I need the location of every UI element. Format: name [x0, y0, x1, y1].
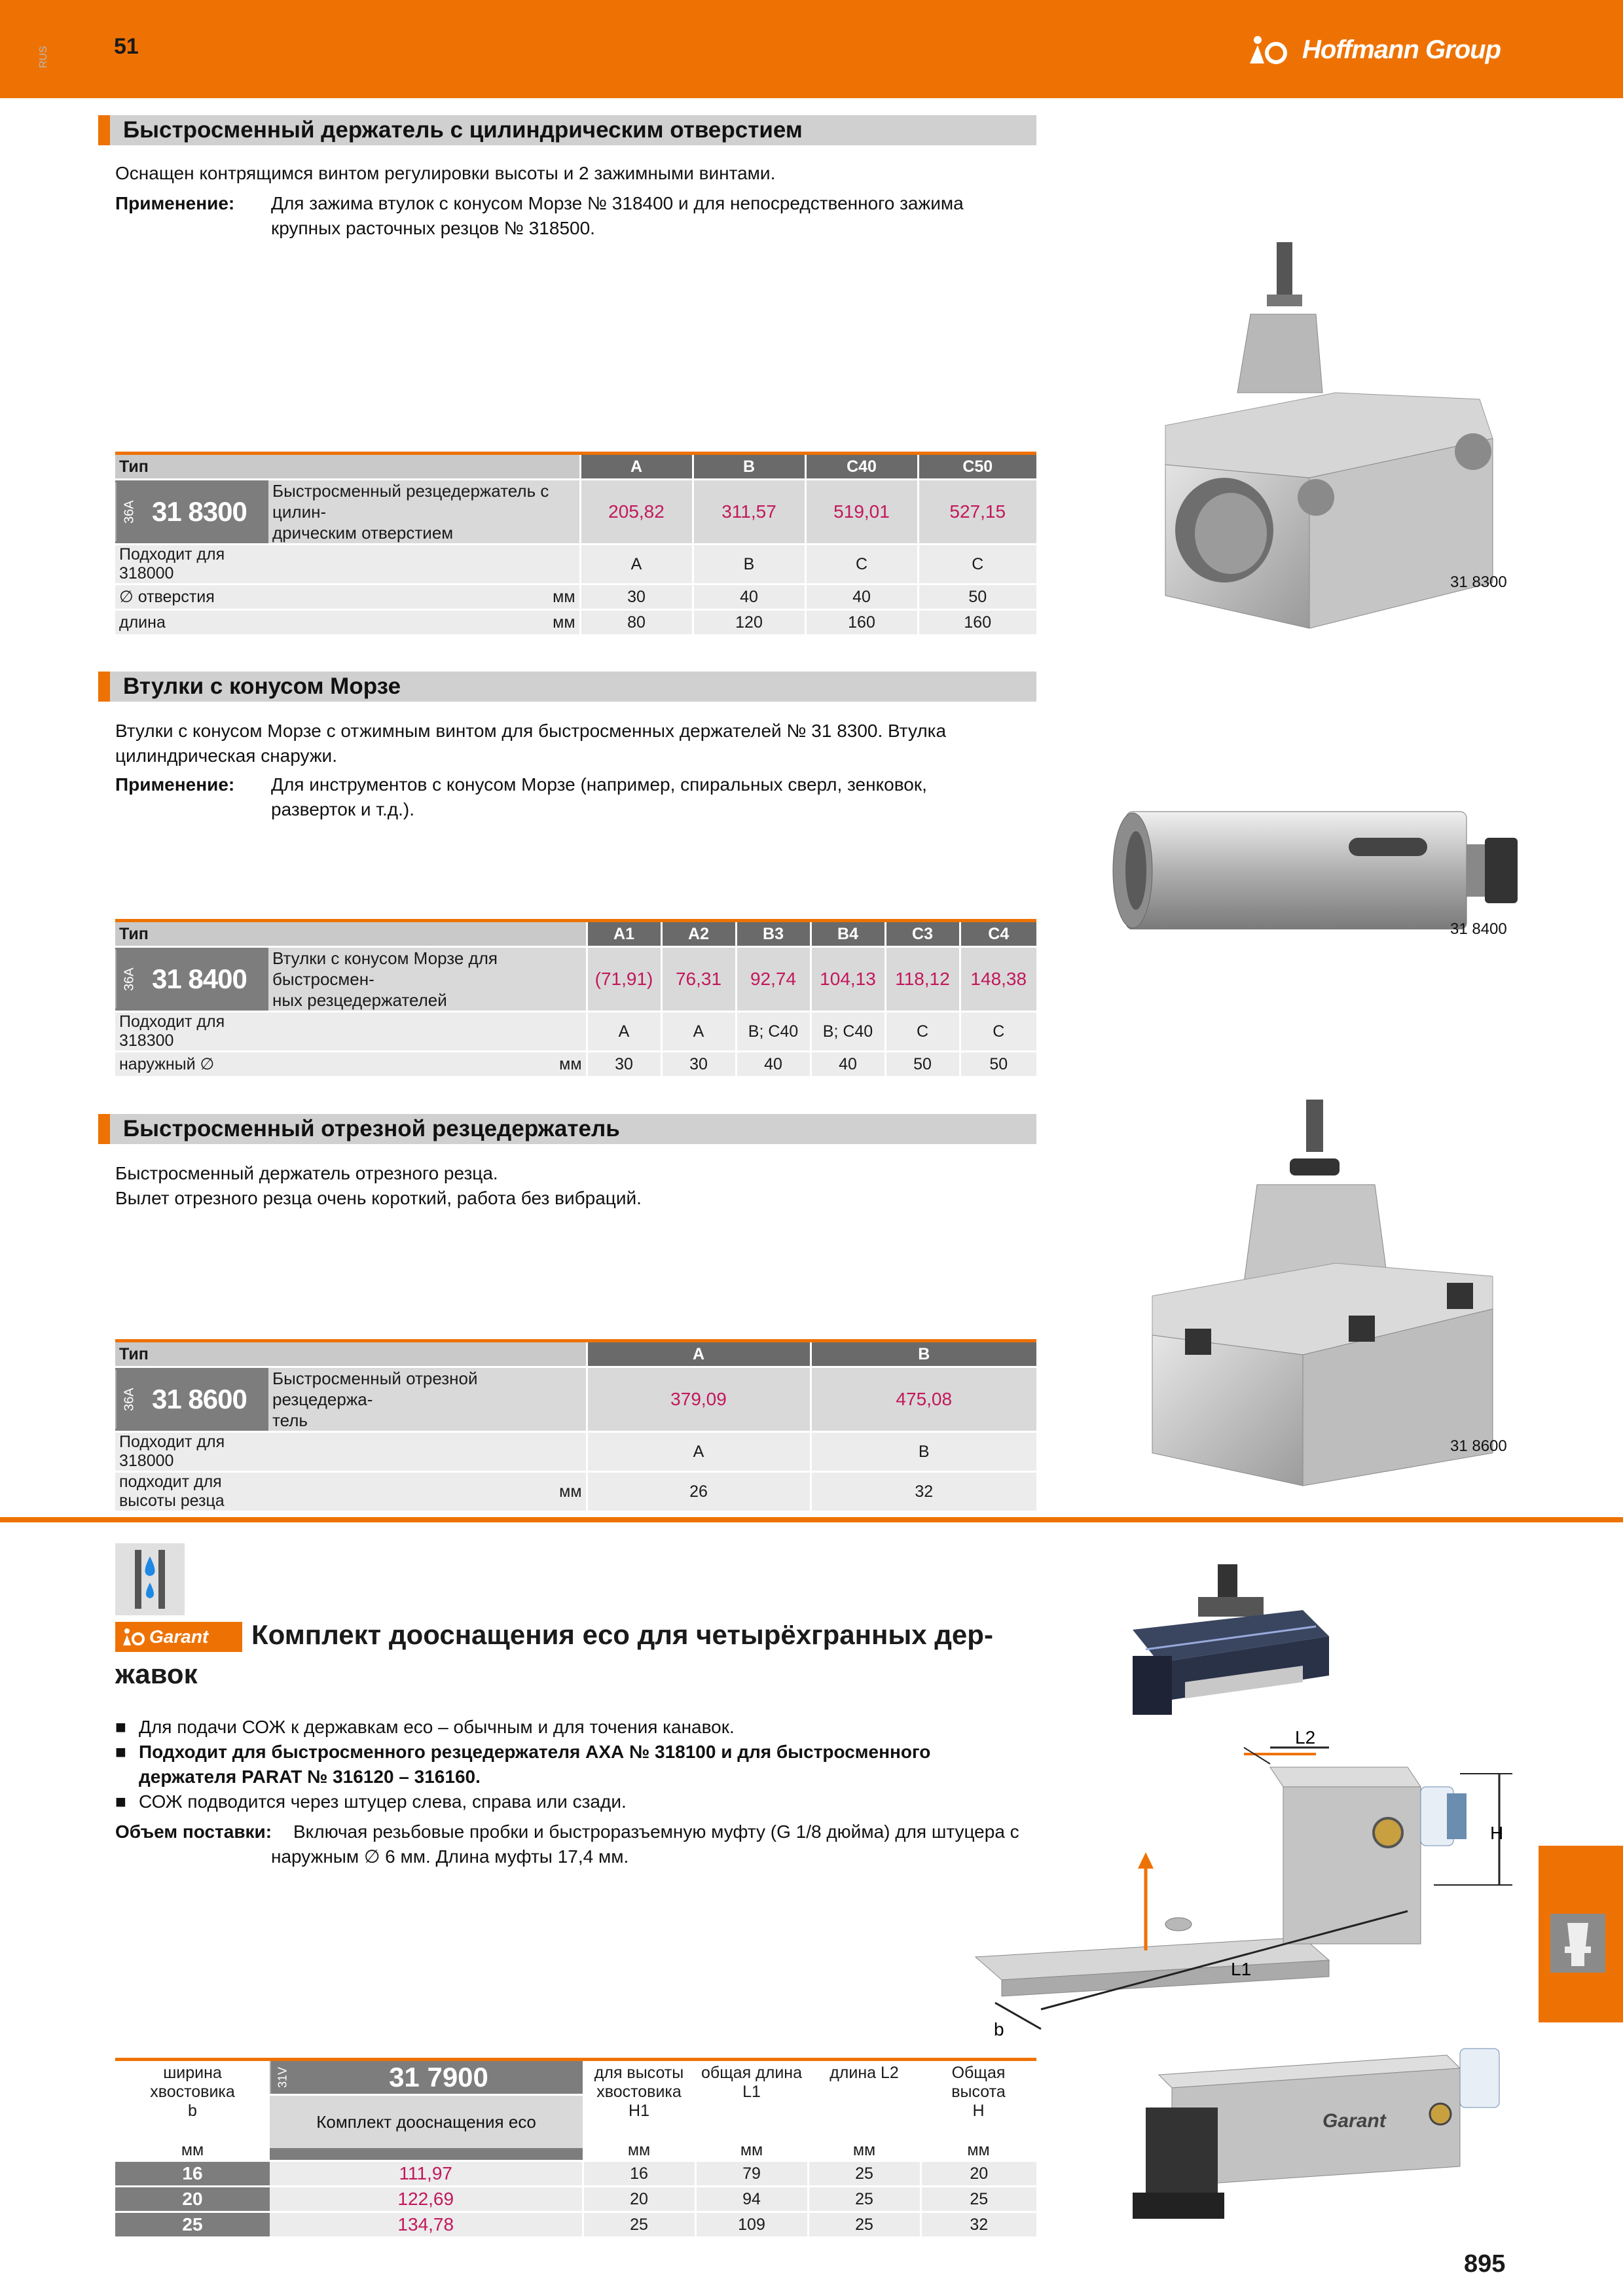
table-row	[115, 1432, 1036, 1472]
table-row	[115, 610, 1036, 635]
price: 148,38	[960, 947, 1036, 1012]
table-cell: A	[587, 1012, 661, 1052]
table-cell: 32	[921, 2212, 1036, 2237]
column-header: A1	[587, 921, 661, 947]
row-unit: мм	[268, 610, 580, 635]
section-header-morse-sleeves	[98, 672, 1036, 702]
column-header: B4	[811, 921, 885, 947]
table-cell: A	[580, 545, 693, 584]
header-line: длина L2	[830, 2064, 899, 2082]
row-unit: мм	[268, 584, 580, 610]
table-cell: 40	[693, 584, 805, 610]
header-line: для высоты	[594, 2064, 684, 2082]
column-header	[583, 2060, 695, 2121]
footer-page-number: 895	[1464, 2250, 1506, 2278]
application-label: Применение:	[115, 774, 235, 795]
bullet-icon: ■	[115, 1717, 126, 1737]
table-cell: 26	[587, 1472, 811, 1511]
price: 134,78	[270, 2212, 583, 2237]
eco-dimension-diagram	[962, 1728, 1539, 2049]
price: 205,82	[580, 480, 693, 545]
table-cell: 40	[736, 1052, 811, 1077]
table-cell: A	[661, 1012, 736, 1052]
section-intro	[115, 1161, 642, 1211]
intro-line: Втулки с конусом Морзе с отжимным винтом для быстросменных держателей № 31 8300. Втулка	[115, 721, 947, 741]
dimension-label-h: H	[1490, 1823, 1504, 1843]
description-line: Быстросменный резцедержатель с цилин-	[272, 481, 549, 522]
table-cell: 109	[695, 2212, 808, 2237]
table-cell: 40	[805, 584, 918, 610]
feature-text: СОЖ подводится через штуцер слева, справа или сзади.	[139, 1791, 627, 1812]
header-line: хвостовика H1	[596, 2083, 682, 2120]
row-label: Подходит для 318300	[115, 1012, 268, 1052]
row-label: Подходит для 318000	[115, 1432, 268, 1472]
shank-width: 20	[115, 2187, 270, 2212]
bullet-icon: ■	[115, 1791, 126, 1812]
unit-label: мм	[967, 2141, 990, 2159]
row-unit: мм	[268, 1472, 587, 1511]
unit-label: мм	[740, 2141, 763, 2159]
table-cell: 50	[885, 1052, 960, 1077]
article-number-cell	[115, 480, 268, 545]
section-title: Втулки с конусом Морзе	[123, 673, 401, 699]
table-cell: 30	[580, 584, 693, 610]
product-table-318300	[115, 452, 1036, 634]
table-cell: 94	[695, 2187, 808, 2212]
eco-title-line1: Комплект дооснащения eco для четырёхгранных дер-	[251, 1619, 993, 1650]
table-cell: 25	[808, 2212, 921, 2237]
hoffmann-logo	[1247, 30, 1501, 69]
column-header: A2	[661, 921, 736, 947]
header-line: H	[972, 2102, 985, 2120]
article-description	[268, 480, 580, 545]
application-text	[271, 772, 927, 822]
coolant-icon	[115, 1543, 185, 1615]
table-cell: 160	[918, 610, 1036, 635]
article-description	[268, 1367, 587, 1432]
catalog-category: 31V	[270, 2061, 295, 2094]
row-label: подходит для высоты резца	[115, 1472, 268, 1511]
table-cell: 50	[918, 584, 1036, 610]
application-line: Для зажима втулок с конусом Морзе № 318400 и для непосредственного зажима	[271, 193, 964, 213]
table-cell: B; C40	[811, 1012, 885, 1052]
product-table-317900	[115, 2058, 1036, 2236]
scope-line: наружным ∅ 6 мм. Длина муфты 17,4 мм.	[271, 1846, 629, 1867]
application-line: крупных расточных резцов № 318500.	[271, 218, 595, 238]
feature-text: Подходит для быстросменного резцедержателя АХА № 318100 и для быстросменного	[139, 1742, 931, 1762]
table-cell: 20	[921, 2161, 1036, 2187]
unit-label: мм	[627, 2141, 651, 2159]
description-line: Втулки с конусом Морзе для быстросмен-	[272, 948, 498, 989]
catalog-page-number: 51	[114, 34, 139, 59]
column-header: B	[811, 1341, 1036, 1367]
price: 519,01	[805, 480, 918, 545]
row-unit	[268, 545, 580, 584]
article-number: 31 7900	[389, 2062, 488, 2092]
description-line: тель	[272, 1410, 308, 1430]
row-unit: мм	[268, 1052, 587, 1077]
tool-holder-tab-icon	[1550, 1914, 1605, 1973]
feature-list	[115, 1715, 1045, 1814]
application-line: разверток и т.д.).	[271, 799, 415, 819]
section-intro	[115, 719, 946, 768]
table-cell: 30	[587, 1052, 661, 1077]
section-divider	[0, 1517, 1623, 1522]
feature-item	[115, 1789, 1045, 1814]
unit-label: мм	[181, 2141, 204, 2159]
table-cell: 20	[583, 2187, 695, 2212]
header-line: общая длина	[701, 2064, 803, 2082]
table-cell: 79	[695, 2161, 808, 2187]
column-header: A	[580, 454, 693, 480]
application-label: Применение:	[115, 193, 235, 213]
table-cell: 80	[580, 610, 693, 635]
article-description: Комплект дооснащения eco	[270, 2096, 583, 2148]
intro-line: Быстросменный держатель отрезного резца.	[115, 1163, 498, 1183]
type-label: Тип	[115, 454, 580, 480]
product-image-eco-assembly	[1106, 1558, 1342, 1728]
section-header-cylindrical-holder	[98, 115, 1036, 145]
table-row	[115, 584, 1036, 610]
column-header: C50	[918, 454, 1036, 480]
article-description	[268, 947, 587, 1012]
table-cell: C	[960, 1012, 1036, 1052]
row-label: ∅ отверстия	[115, 584, 268, 610]
shank-width: 16	[115, 2161, 270, 2187]
catalog-category: 36A	[115, 1370, 143, 1429]
table-cell: 25	[921, 2187, 1036, 2212]
intro-line: цилиндрическая снаружи.	[115, 745, 337, 766]
price: 379,09	[587, 1367, 811, 1432]
table-cell: C	[918, 545, 1036, 584]
eco-holder-brand-text: Garant	[1322, 2110, 1386, 2132]
row-label: наружный ∅	[115, 1052, 268, 1077]
column-header: A	[587, 1341, 811, 1367]
garant-brand-text: Garant	[149, 1626, 209, 1647]
bullet-icon: ■	[115, 1742, 126, 1762]
table-cell: 160	[805, 610, 918, 635]
image-caption: 31 8300	[1450, 573, 1507, 591]
column-header	[695, 2060, 808, 2121]
table-cell: 32	[811, 1472, 1036, 1511]
header-line: L1	[742, 2083, 761, 2101]
price: 311,57	[693, 480, 805, 545]
price: (71,91)	[587, 947, 661, 1012]
feature-item	[115, 1715, 1045, 1740]
price: 527,15	[918, 480, 1036, 545]
article-number-cell	[115, 1367, 268, 1432]
section-title: Быстросменный держатель с цилиндрическим отверстием	[123, 117, 803, 143]
row-unit	[268, 1432, 587, 1472]
article-number: 31 8300	[152, 496, 247, 527]
scope-label: Объем поставки:	[115, 1821, 272, 1842]
feature-text-continued: держателя PARAT № 316120 – 316160.	[139, 1767, 481, 1787]
column-header: C3	[885, 921, 960, 947]
table-cell: C	[805, 545, 918, 584]
price: 104,13	[811, 947, 885, 1012]
section-marker	[98, 1114, 110, 1144]
description-line: дрическим отверстием	[272, 523, 454, 543]
section-marker	[98, 672, 110, 702]
table-cell: 120	[693, 610, 805, 635]
article-number-cell	[115, 947, 268, 1012]
column-header: B3	[736, 921, 811, 947]
image-caption: 31 8600	[1450, 1437, 1507, 1455]
price: 76,31	[661, 947, 736, 1012]
dimension-label-b: b	[994, 2019, 1004, 2039]
feature-item	[115, 1740, 1045, 1765]
table-row	[115, 1012, 1036, 1052]
intro-line: Вылет отрезного резца очень короткий, работа без вибраций.	[115, 1188, 642, 1208]
article-header-cell	[270, 2060, 583, 2161]
table-row	[115, 1052, 1036, 1077]
shank-width-header	[115, 2060, 270, 2121]
column-header	[808, 2060, 921, 2121]
brand-name: Hoffmann Group	[1302, 35, 1501, 64]
dimension-label-l1: L1	[1231, 1959, 1252, 1979]
header-line: b	[188, 2102, 197, 2120]
garant-logo-icon	[122, 1627, 145, 1647]
image-caption: 31 8400	[1450, 920, 1507, 938]
description-line: ных резцедержателей	[272, 990, 447, 1010]
feature-text: Для подачи СОЖ к державкам eco – обычным и для точения канавок.	[139, 1717, 735, 1737]
section-marker	[98, 115, 110, 145]
table-cell: A	[587, 1432, 811, 1472]
description-line: Быстросменный отрезной резцедержа-	[272, 1369, 478, 1409]
column-header: B	[693, 454, 805, 480]
table-cell: C	[885, 1012, 960, 1052]
table-cell: 25	[808, 2161, 921, 2187]
header-line: ширина хвостовика	[150, 2064, 235, 2101]
price: 122,69	[270, 2187, 583, 2212]
unit-label: мм	[852, 2141, 876, 2159]
table-row	[115, 2212, 1036, 2237]
table-cell: 25	[808, 2187, 921, 2212]
column-header	[921, 2060, 1036, 2121]
language-code: RUS	[38, 46, 49, 68]
table-cell: 30	[661, 1052, 736, 1077]
row-label: Подходит для 318000	[115, 545, 268, 584]
article-number: 31 8600	[152, 1384, 247, 1414]
table-cell: B; C40	[736, 1012, 811, 1052]
dimension-label-l2: L2	[1295, 1728, 1316, 1748]
application-line: Для инструментов с конусом Морзе (например, спиральных сверл, зенковок,	[271, 774, 927, 795]
scope-line: Включая резьбовые пробки и быстроразъемную муфту (G 1/8 дюйма) для штуцера с	[293, 1821, 1019, 1842]
catalog-category: 36A	[115, 482, 143, 541]
price: 111,97	[270, 2161, 583, 2187]
catalog-category: 36A	[115, 950, 143, 1009]
table-cell: B	[811, 1432, 1036, 1472]
section-title: Быстросменный отрезной резцедержатель	[123, 1116, 620, 1141]
table-cell: 25	[583, 2212, 695, 2237]
section-intro: Оснащен контрящимся винтом регулировки высоты и 2 зажимными винтами.	[115, 163, 776, 183]
hoffmann-logo-icon	[1247, 33, 1293, 66]
product-image-eco-holder	[1133, 2036, 1539, 2271]
product-image-318400	[1106, 798, 1552, 929]
eco-title-line2: жавок	[115, 1659, 198, 1689]
table-row	[115, 2161, 1036, 2187]
shank-width: 25	[115, 2212, 270, 2237]
row-label: длина	[115, 610, 268, 635]
price: 475,08	[811, 1367, 1036, 1432]
price: 118,12	[885, 947, 960, 1012]
section-header-parting-holder	[98, 1114, 1036, 1144]
table-cell: 16	[583, 2161, 695, 2187]
price: 92,74	[736, 947, 811, 1012]
table-row	[115, 545, 1036, 584]
product-table-318600	[115, 1339, 1036, 1511]
table-cell: 50	[960, 1052, 1036, 1077]
header-line: Общая высота	[951, 2064, 1006, 2101]
product-table-318400	[115, 919, 1036, 1076]
table-row	[115, 2187, 1036, 2212]
article-number: 31 8400	[152, 963, 247, 994]
table-cell: B	[693, 545, 805, 584]
table-cell: 40	[811, 1052, 885, 1077]
column-header: C4	[960, 921, 1036, 947]
garant-logo	[115, 1622, 242, 1652]
table-row	[115, 1472, 1036, 1511]
application-text	[271, 191, 964, 241]
column-header: C40	[805, 454, 918, 480]
type-label: Тип	[115, 1341, 587, 1367]
row-unit	[268, 1012, 587, 1052]
type-label: Тип	[115, 921, 587, 947]
